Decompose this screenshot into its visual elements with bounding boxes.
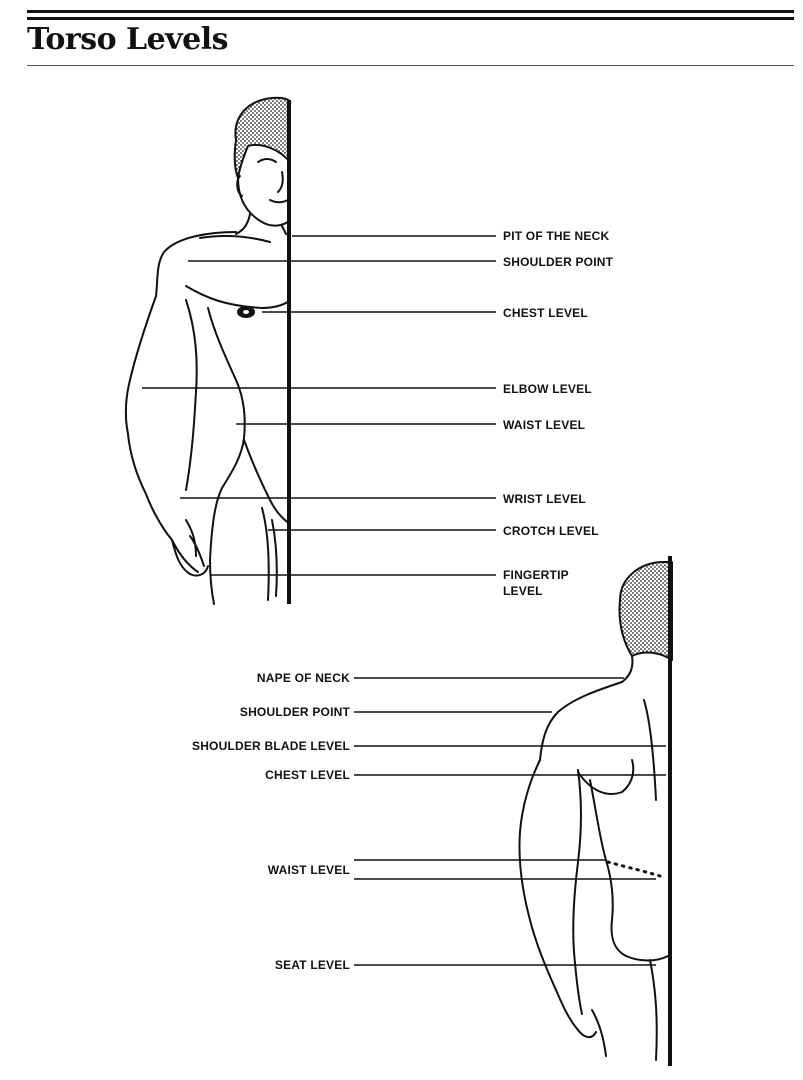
back-level-lines <box>354 678 666 965</box>
front-neck <box>236 214 286 234</box>
front-pec <box>186 286 290 308</box>
back-spine-shadow <box>644 700 656 800</box>
back-waist-dotted <box>608 862 660 876</box>
label-crotch-level: CROTCH LEVEL <box>503 524 599 538</box>
label-chest-level-back: CHEST LEVEL <box>265 768 350 782</box>
back-hand <box>578 1010 606 1056</box>
front-mouth <box>270 200 288 202</box>
front-figure <box>126 98 290 604</box>
back-torso-side <box>590 780 626 956</box>
label-shoulder-point-front: SHOULDER POINT <box>503 255 614 269</box>
front-groin <box>244 440 290 524</box>
back-shoulder-blade <box>578 760 633 794</box>
back-hair <box>620 562 673 660</box>
back-arm-inner <box>573 770 582 1014</box>
label-elbow-level: ELBOW LEVEL <box>503 382 592 396</box>
front-arm-outer <box>126 296 198 572</box>
front-ear <box>237 176 242 196</box>
label-waist-level-back: WAIST LEVEL <box>267 863 350 877</box>
front-thigh-inner <box>262 508 277 600</box>
label-fingertip-level-line1: FINGERTIP <box>503 568 569 582</box>
label-chest-level-front: CHEST LEVEL <box>503 306 588 320</box>
label-shoulder-point-back: SHOULDER POINT <box>239 705 350 719</box>
label-nape-of-neck: NAPE OF NECK <box>256 671 350 685</box>
back-seat <box>626 956 668 1060</box>
front-collarbone <box>200 236 270 242</box>
front-torso-side <box>208 308 245 604</box>
label-wrist-level: WRIST LEVEL <box>503 492 586 506</box>
page-title: Torso Levels <box>27 22 229 57</box>
label-seat-level: SEAT LEVEL <box>274 958 350 972</box>
back-shoulder <box>540 682 622 760</box>
label-shoulder-blade-level: SHOULDER BLADE LEVEL <box>191 739 350 753</box>
label-pit-of-neck: PIT OF THE NECK <box>503 229 610 243</box>
front-hair <box>235 98 291 178</box>
label-fingertip-level-line2: LEVEL <box>503 584 543 598</box>
back-arm-outer <box>519 760 578 1030</box>
front-shoulder <box>156 232 236 296</box>
front-arm-inner <box>186 300 197 490</box>
label-waist-level-front: WAIST LEVEL <box>503 418 586 432</box>
back-figure <box>519 562 672 1060</box>
front-nose <box>278 172 283 192</box>
front-eye <box>258 159 276 162</box>
